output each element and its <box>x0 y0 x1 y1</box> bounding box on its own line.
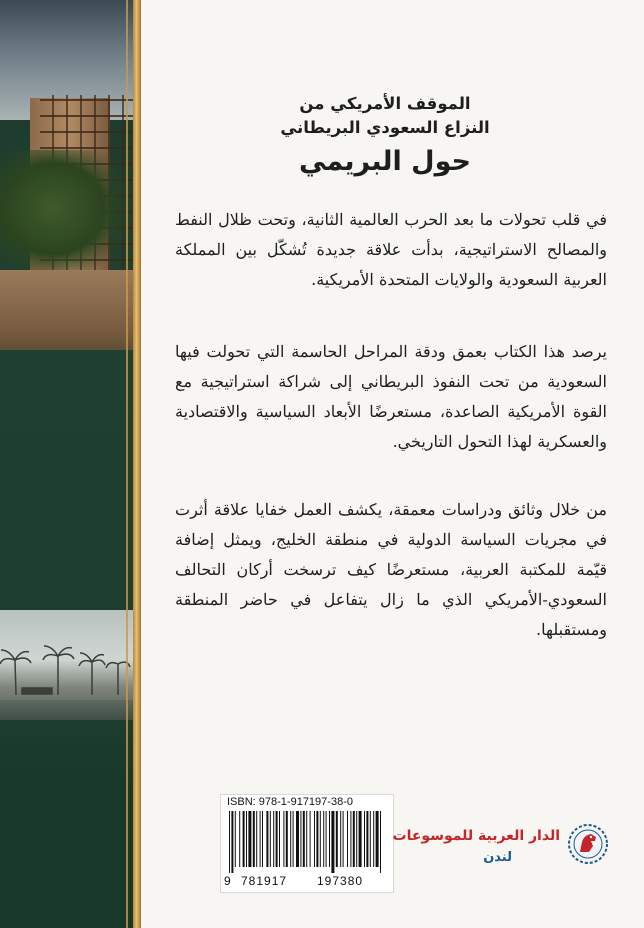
publisher-block <box>392 820 610 880</box>
subtitle-line-1: الموقف الأمريكي من <box>299 94 471 113</box>
palm-tree-image <box>0 150 133 280</box>
blurb-paragraph-3: من خلال وثائق ودراسات معمقة، يكشف العمل خفايا علاقة أثرت في مجريات السياسة الدولية في منطقة الخليج، ويمثل إضافة قيّمة للمكتبة العربية، مستعرضًا كيف ترسخت أركان التحالف السعودي-الأمريكي الذي ما زال يتفاعل في حاضر المنطقة ومستقبلها. <box>175 500 607 639</box>
isbn-barcode-box <box>220 794 394 893</box>
blurb-paragraph-2: يرصد هذا الكتاب بعمق ودقة المراحل الحاسمة التي تحولت فيها السعودية من تحت النفوذ البريطاني إلى شراكة استراتيجية مع القوة الأمريكية الصاعدة، مستعرضًا الأبعاد السياسية والاقتصادية والعسكرية لهذا التحول التاريخي. <box>175 342 607 451</box>
gold-thin-rule <box>126 0 128 928</box>
green-bottom-overlay <box>0 700 133 928</box>
title-block <box>160 92 610 182</box>
gold-spine-rule <box>133 0 141 928</box>
barcode-icon <box>227 811 385 873</box>
book-title: حول البريمي <box>299 146 471 177</box>
isbn-label: ISBN: 978-1-917197-38-0 <box>227 796 353 808</box>
isbn-digit-prefix: 9 <box>224 874 231 888</box>
subtitle-line-2: النزاع السعودي البريطاني <box>280 118 490 137</box>
palm-silhouettes-icon <box>0 640 133 700</box>
isbn-digits-group-1: 781917 <box>241 874 288 888</box>
green-fade-overlay <box>0 330 133 630</box>
publisher-name: الدار العربية للموسوعات <box>392 828 560 844</box>
publisher-city: لندن <box>483 850 512 865</box>
blurb-paragraph-1: في قلب تحولات ما بعد الحرب العالمية الثانية، وتحت ظلال النفط والمصالح الاستراتيجية، بدأت علاقة جديدة تُشكّل بين المملكة العربية السعودية والولايات المتحدة الأمريكية. <box>175 210 607 289</box>
cover-photo-strip <box>0 0 133 928</box>
horse-head-logo-icon <box>566 822 610 866</box>
isbn-digits-group-2: 197380 <box>317 874 364 888</box>
